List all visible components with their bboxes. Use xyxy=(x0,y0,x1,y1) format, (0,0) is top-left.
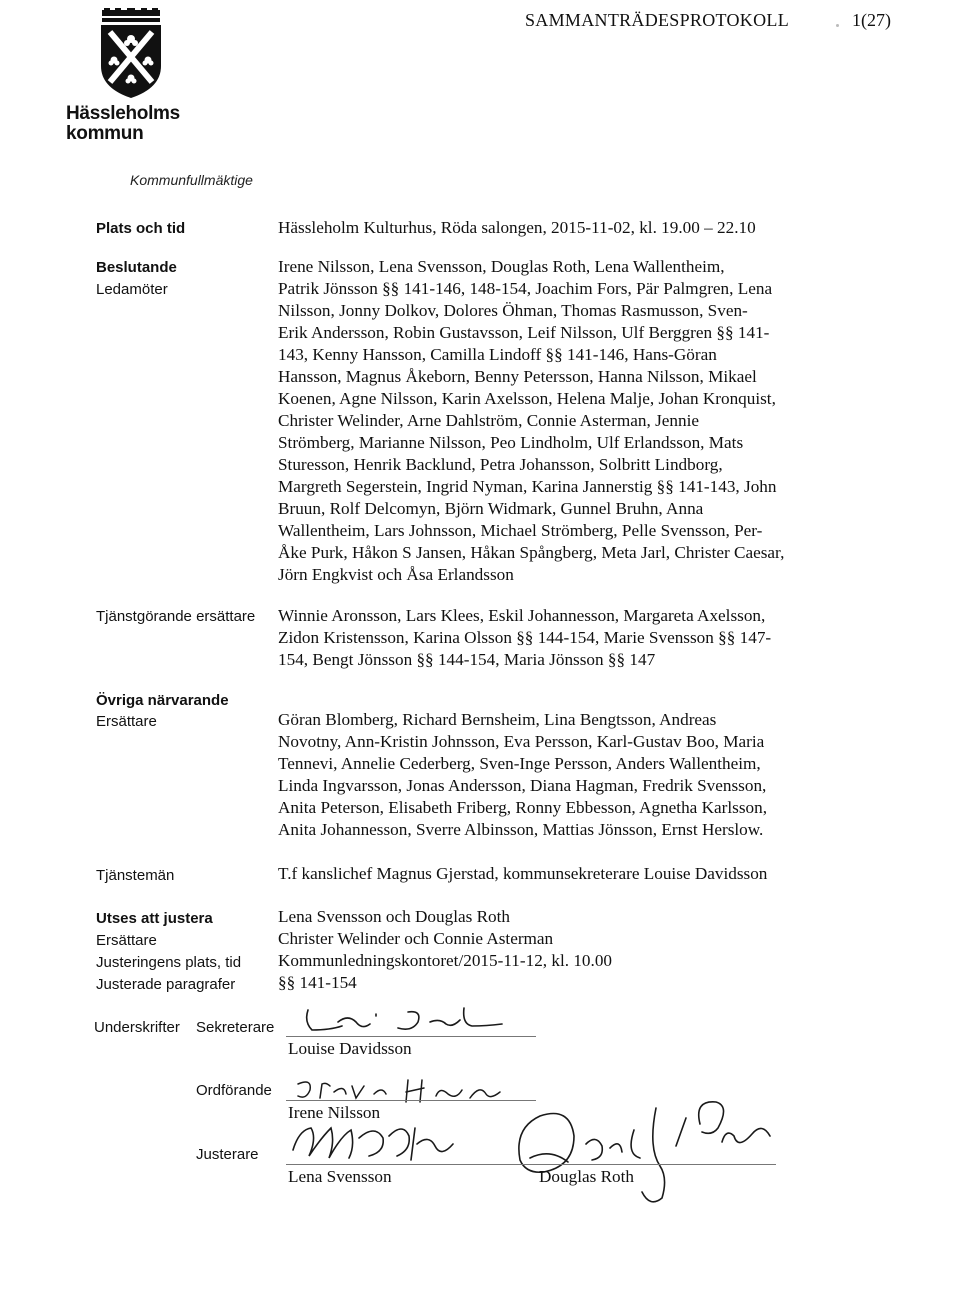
serving-substitutes-list xyxy=(278,605,823,671)
others-present-label: Övriga närvarande xyxy=(96,692,229,709)
page-number: 1(27) xyxy=(852,10,891,30)
members-line: Strömberg, Marianne Nilsson, Peo Lindholm, Ulf Erlandsson, Mats xyxy=(278,433,744,452)
others-substitutes-list xyxy=(278,709,823,841)
document-type-title: SAMMANTRÄDESPROTOKOLL xyxy=(525,10,789,30)
chair-label: Ordförande xyxy=(196,1082,272,1099)
adjuster-label: Justerare xyxy=(196,1146,259,1163)
members-list xyxy=(278,256,823,586)
members-line: Patrik Jönsson §§ 141-146, 148-154, Joachim Fors, Pär Palmgren, Lena xyxy=(278,279,773,298)
signatures-heading: Underskrifter xyxy=(94,1019,180,1036)
adjust-substitutes-label: Ersättare xyxy=(96,932,157,949)
adjuster2-name: Douglas Roth xyxy=(539,1167,635,1186)
adjust-substitutes-value: Christer Welinder och Connie Asterman xyxy=(278,929,554,948)
members-line: Åke Purk, Håkon S Jansen, Håkan Spångberg, Meta Jarl, Christer Caesar, xyxy=(278,543,785,562)
members-line: Nilsson, Jonny Dolkov, Dolores Öhman, Thomas Rasmusson, Sven- xyxy=(278,301,748,320)
secretary-signature xyxy=(290,1000,520,1040)
serving-substitutes-line: 154, Bengt Jönsson §§ 144-154, Maria Jönsson §§ 147 xyxy=(278,650,656,669)
adjusted-paragraphs-label: Justerade paragrafer xyxy=(96,976,236,993)
place-time-value: Hässleholm Kulturhus, Röda salongen, 2015-11-02, kl. 19.00 – 22.10 xyxy=(278,218,756,237)
adjusted-paragraphs-value: §§ 141-154 xyxy=(278,973,357,992)
others-substitutes-line: Tennevi, Annelie Cederberg, Sven-Inge Persson, Anders Wallentheim, xyxy=(278,754,761,773)
place-time-label: Plats och tid xyxy=(96,220,186,237)
department-name: Kommunfullmäktige xyxy=(130,172,253,188)
adjust-label: Utses att justera xyxy=(96,910,213,927)
adjuster1-name: Lena Svensson xyxy=(288,1167,392,1186)
secretary-signature-line xyxy=(286,1036,536,1037)
municipal-crest-logo xyxy=(98,8,164,100)
municipality-name xyxy=(66,104,180,144)
members-line: Wallentheim, Lars Johnsson, Michael Strömberg, Pelle Svensson, Per- xyxy=(278,521,763,540)
serving-substitutes-label: Tjänstgörande ersättare xyxy=(96,608,256,625)
adjuster1-signature xyxy=(285,1108,485,1172)
members-line: Irene Nilsson, Lena Svensson, Douglas Roth, Lena Wallentheim, xyxy=(278,257,725,276)
members-line: Margreth Segerstein, Ingrid Nyman, Karina Jannerstig §§ 141-143, John xyxy=(278,477,777,496)
adjuster-signature-line xyxy=(286,1164,776,1165)
adjust-place-label: Justeringens plats, tid xyxy=(96,954,242,971)
serving-substitutes-line: Zidon Kristensson, Karina Olsson §§ 144-154, Marie Svensson §§ 147- xyxy=(278,628,772,647)
members-line: Jörn Engkvist och Åsa Erlandsson xyxy=(278,565,514,584)
adjust-value: Lena Svensson och Douglas Roth xyxy=(278,907,511,926)
adjust-place-value: Kommunledningskontoret/2015-11-12, kl. 10.00 xyxy=(278,951,613,970)
others-substitutes-line: Anita Johannesson, Sverre Albinsson, Mattias Jönsson, Ernst Herslow. xyxy=(278,820,764,839)
members-label: Ledamöter xyxy=(96,281,168,298)
members-line: Koenen, Agne Nilsson, Karin Axelsson, Helena Malje, Johan Kronquist, xyxy=(278,389,776,408)
members-line: Sturesson, Henrik Backlund, Petra Johansson, Solbritt Lindborg, xyxy=(278,455,723,474)
scan-dot xyxy=(836,24,839,27)
secretary-name: Louise Davidsson xyxy=(288,1039,412,1058)
others-substitutes-line: Linda Ingvarsson, Jonas Andersson, Diana Hagman, Fredrik Svensson, xyxy=(278,776,767,795)
members-line: Hansson, Magnus Åkeborn, Benny Petersson, Hanna Nilsson, Mikael xyxy=(278,367,757,386)
others-substitutes-label: Ersättare xyxy=(96,713,157,730)
municipality-name-line2: kommun xyxy=(66,123,144,144)
secretary-label: Sekreterare xyxy=(196,1019,275,1036)
others-substitutes-line: Novotny, Ann-Kristin Johnsson, Eva Persson, Karl-Gustav Boo, Maria xyxy=(278,732,765,751)
others-substitutes-line: Göran Blomberg, Richard Bernsheim, Lina Bengtsson, Andreas xyxy=(278,710,717,729)
chair-name: Irene Nilsson xyxy=(288,1103,381,1122)
officials-value: T.f kanslichef Magnus Gjerstad, kommunsekreterare Louise Davidsson xyxy=(278,864,768,883)
members-line: 143, Kenny Hansson, Camilla Lindoff §§ 141-146, Hans-Göran xyxy=(278,345,717,364)
deciding-label: Beslutande xyxy=(96,259,177,276)
municipality-name-line1: Hässleholms xyxy=(66,103,180,124)
members-line: Erik Andersson, Robin Gustavsson, Leif Nilsson, Ulf Berggren §§ 141- xyxy=(278,323,770,342)
members-line: Bruun, Rolf Delcomyn, Björn Widmark, Gunnel Bruhn, Anna xyxy=(278,499,704,518)
officials-label: Tjänstemän xyxy=(96,867,175,884)
members-line: Christer Welinder, Arne Dahlström, Connie Asterman, Jennie xyxy=(278,411,700,430)
adjuster2-signature xyxy=(490,1088,780,1208)
others-substitutes-line: Anita Peterson, Elisabeth Friberg, Ronny Ebbesson, Agnetha Karlsson, xyxy=(278,798,767,817)
serving-substitutes-line: Winnie Aronsson, Lars Klees, Eskil Johannesson, Margareta Axelsson, xyxy=(278,606,766,625)
